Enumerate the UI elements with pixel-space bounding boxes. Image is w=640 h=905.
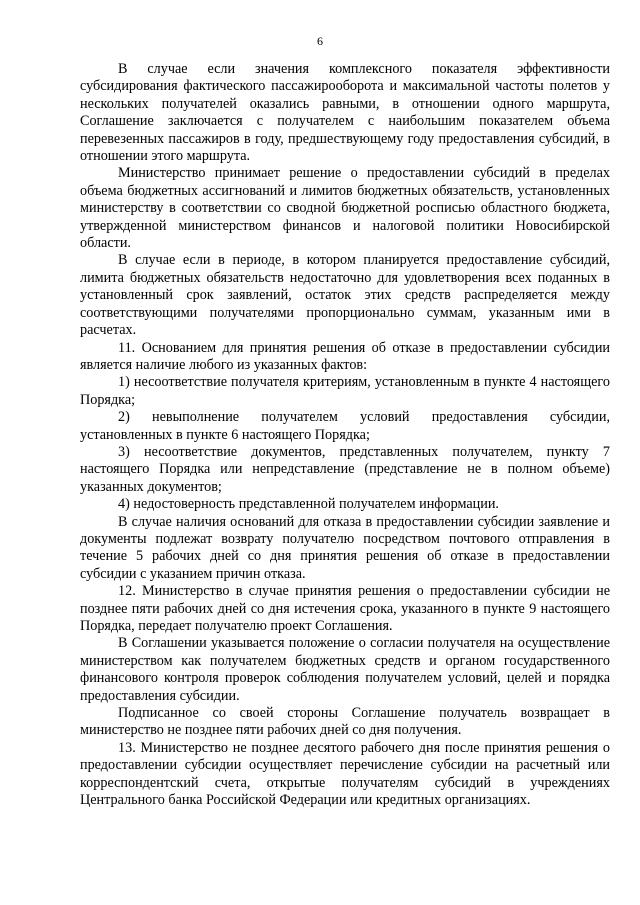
paragraph-item-12: 12. Министерство в случае принятия решения о предоставлении субсидии не позднее пяти рабочих дней со дня истечения срока, указанного в пункте 9 настоящего Порядка, передает получателю проект Соглашения. [80,583,610,634]
page-number: 6 [317,34,323,48]
paragraph-ministry-decision: Министерство принимает решение о предоставлении субсидий в пределах объема бюджетных ассигнований и лимитов бюджетных обязательств, установленных министерству в соответствии со сводной бюджетной росписью областного бюджета, утвержденной министерством финансов и налоговой политики Новосибирской области. [80,165,610,252]
paragraph-signed-agreement: Подписанное со своей стороны Соглашение получатель возвращает в министерство не позднее пяти рабочих дней со дня получения. [80,705,610,739]
paragraph-item-11: 11. Основанием для принятия решения об отказе в предоставлении субсидии является наличие любого из указанных фактов: [80,339,610,373]
list-item-2: 2) невыполнение получателем условий предоставления субсидии, установленных в пункте 6 настоящего Порядка; [80,409,610,443]
list-item-3: 3) несоответствие документов, представленных получателем, пункту 7 настоящего Порядка или непредставление (представление не в полном объеме) указанных документов; [80,443,610,495]
paragraph-item-13: 13. Министерство не позднее десятого рабочего дня после принятия решения о предоставлении субсидии осуществляет перечисление субсидии на расчетный или корреспондентский счета, открытые получателям субсидий в учреждениях Центрального банка Российской Федерации или кредитных организациях. [80,739,610,809]
paragraph-equal-indicators: В случае если значения комплексного показателя эффективности субсидирования фактического пассажирооборота и максимальной частоты полетов у нескольких получателей оказались равными, в отношении одного маршрута, Соглашение заключается с получателем с наибольшим показателем объема перевезенных пассажиров в году, предшествующему году предоставления субсидий, в отношении этого маршрута. [80,61,610,165]
document-body [80,61,610,809]
paragraph-insufficient-limits: В случае если в периоде, в котором планируется предоставление субсидий, лимита бюджетных обязательств недостаточно для удовлетворения всех поданных в установленный срок заявлений, остаток этих средств распределяется между соответствующими получателями пропорционально суммам, указанным ими в расчетах. [80,252,610,339]
list-item-1: 1) несоответствие получателя критериям, установленным в пункте 4 настоящего Порядка; [80,374,610,408]
paragraph-agreement-consent: В Соглашении указывается положение о согласии получателя на осуществление министерством как получателем бюджетных средств и органом государственного финансового контроля проверок соблюдения получателем условий, целей и порядка предоставления субсидии. [80,635,610,704]
list-item-4: 4) недостоверность представленной получателем информации. [118,496,499,513]
paragraph-refusal-return: В случае наличия оснований для отказа в предоставлении субсидии заявление и документы подлежат возврату получателю посредством почтового отправления в течение 5 рабочих дней со дня принятия решения об отказе в предоставлении субсидии с указанием причин отказа. [80,513,610,582]
